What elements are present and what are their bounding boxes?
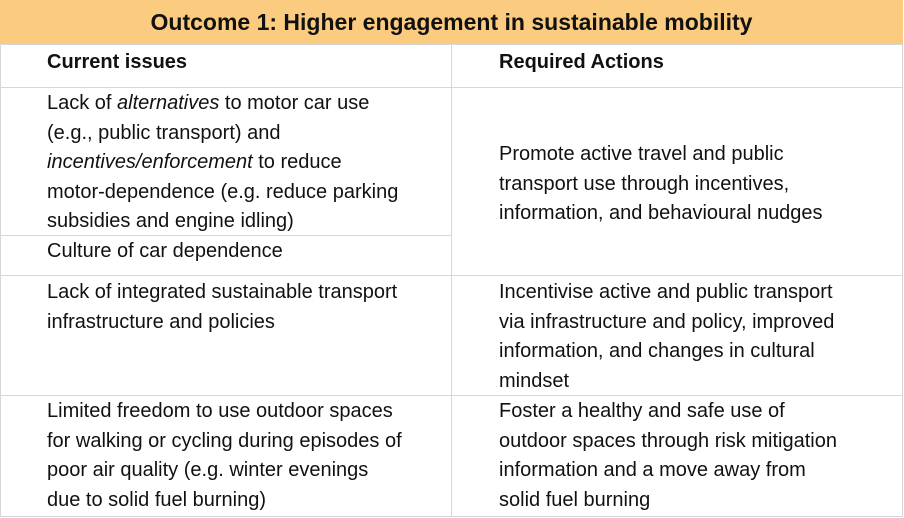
action-line: information, and behavioural nudges <box>499 202 823 225</box>
issue-line: subsidies and engine idling) <box>47 210 294 233</box>
action-line: Incentivise active and public transport <box>499 281 833 303</box>
issue-line: Culture of car dependence <box>47 240 283 262</box>
action-line: information and a move away from <box>499 459 806 482</box>
issue-line: due to solid fuel burning) <box>47 488 267 511</box>
issue-line: Lack of integrated sustainable transport <box>47 281 398 303</box>
table-title: Outcome 1: Higher engagement in sustainable mobility <box>0 0 903 45</box>
issue-line: Limited freedom to use outdoor spaces <box>47 400 393 422</box>
action-line: Foster a healthy and safe use of <box>499 400 785 422</box>
action-line: solid fuel burning <box>499 488 651 511</box>
issue-cell-integrated-infrastructure <box>0 278 403 337</box>
header-required-actions: Required Actions <box>499 51 664 73</box>
issue-line: for walking or cycling during episodes of <box>47 429 402 452</box>
action-cell-promote-active-travel <box>451 140 829 229</box>
action-line: via infrastructure and policy, improved <box>499 310 835 333</box>
issue-line: poor air quality (e.g. winter evenings <box>47 459 369 482</box>
issue-cell-outdoor-spaces <box>0 397 408 515</box>
table-right-border <box>902 45 903 517</box>
issue-line: Lack of alternatives to motor car use <box>47 92 370 114</box>
issue-line: incentives/enforcement to reduce <box>47 151 342 174</box>
action-cell-healthy-outdoor-use <box>451 397 843 515</box>
action-cell-incentivise-transport <box>451 278 840 396</box>
action-line: transport use through incentives, <box>499 172 790 195</box>
action-line: outdoor spaces through risk mitigation <box>499 429 837 452</box>
issue-line: motor-dependence (e.g. reduce parking <box>47 180 399 203</box>
action-line: Promote active travel and public <box>499 143 784 165</box>
issue-cell-car-culture <box>0 237 289 267</box>
header-current-issues: Current issues <box>47 51 188 73</box>
action-line: information, and changes in cultural <box>499 340 815 363</box>
action-line: mindset <box>499 369 570 392</box>
issue-cell-lack-of-alternatives <box>0 89 404 237</box>
issue-line: infrastructure and policies <box>47 310 275 333</box>
issue-line: (e.g., public transport) and <box>47 121 281 144</box>
